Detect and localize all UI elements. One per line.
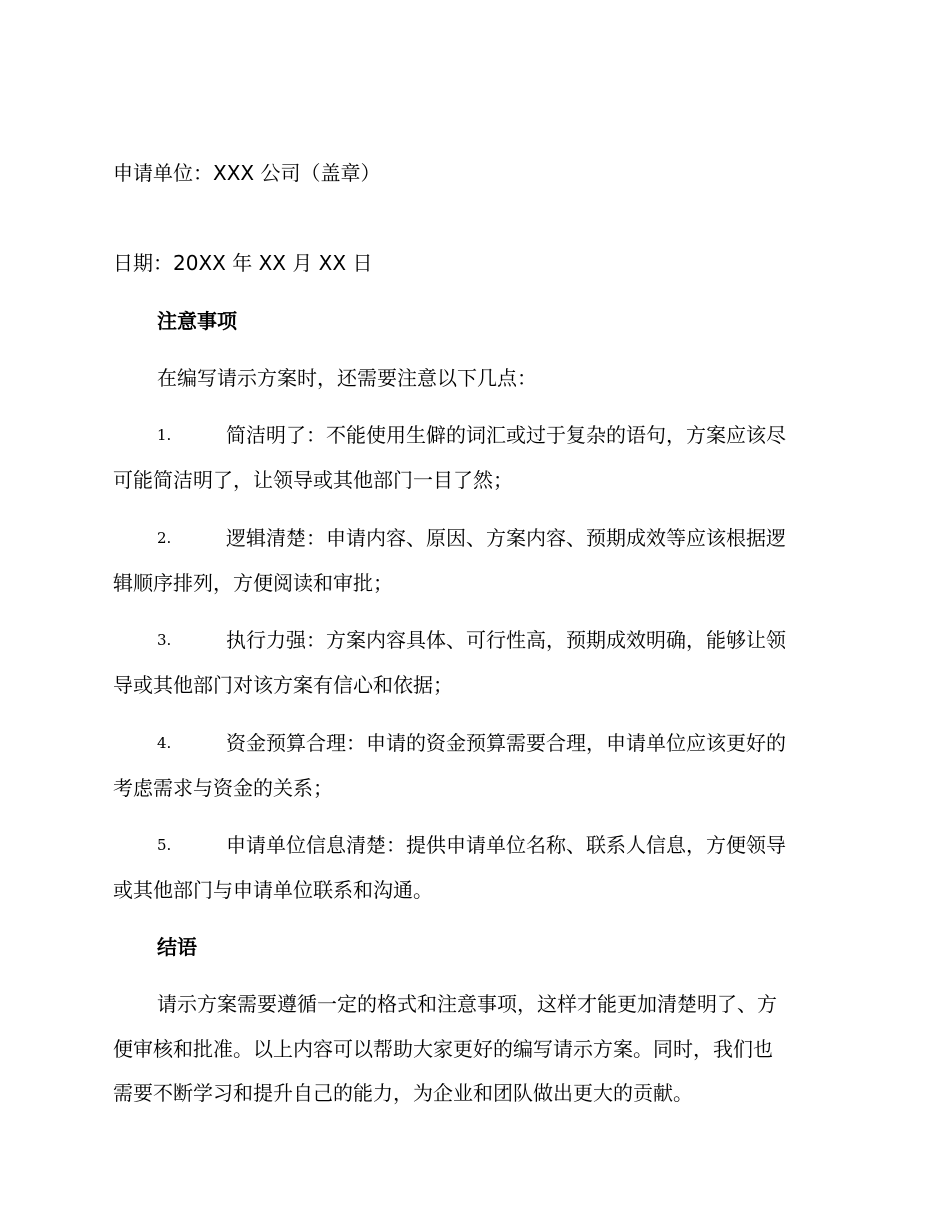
list-item-text: 简洁明了：不能使用生僻的词汇或过于复杂的语句，方案应该尽 xyxy=(226,423,786,447)
list-item-text: 资金预算合理：申请的资金预算需要合理，申请单位应该更好的 xyxy=(226,731,786,755)
list-item-number: 5. xyxy=(157,836,172,854)
list-item-text: 执行力强：方案内容具体、可行性高，预期成效明确，能够让领 xyxy=(226,628,786,652)
conclusion-paragraph-line: 请示方案需要遵循一定的格式和注意事项，这样才能更加清楚明了、方 xyxy=(157,992,777,1016)
list-item-number: 4. xyxy=(157,734,172,752)
applicant-line: 申请单位：XXX 公司（盖章） xyxy=(113,161,381,185)
conclusion-paragraph-line: 需要不断学习和提升自己的能力，为企业和团队做出更大的贡献。 xyxy=(113,1081,693,1105)
list-item-number: 1. xyxy=(157,426,172,444)
list-item-text-continued: 辑顺序排列，方便阅读和审批； xyxy=(113,571,393,595)
list-item-number: 3. xyxy=(157,631,172,649)
conclusion-paragraph-line: 便审核和批准。以上内容可以帮助大家更好的编写请示方案。同时，我们也 xyxy=(113,1037,773,1061)
notes-intro: 在编写请示方案时，还需要注意以下几点： xyxy=(157,366,537,390)
date-line: 日期：20XX 年 XX 月 XX 日 xyxy=(113,251,373,275)
list-item-number: 2. xyxy=(157,529,172,547)
list-item-text-continued: 或其他部门与申请单位联系和沟通。 xyxy=(113,878,433,902)
list-item-text: 申请单位信息清楚：提供申请单位名称、联系人信息，方便领导 xyxy=(226,833,786,857)
notes-heading: 注意事项 xyxy=(157,309,237,333)
conclusion-heading: 结语 xyxy=(157,935,197,959)
list-item-text-continued: 考虑需求与资金的关系； xyxy=(113,776,333,800)
list-item-text-continued: 导或其他部门对该方案有信心和依据； xyxy=(113,673,453,697)
list-item-text-continued: 可能简洁明了，让领导或其他部门一目了然； xyxy=(113,468,513,492)
list-item-text: 逻辑清楚：申请内容、原因、方案内容、预期成效等应该根据逻 xyxy=(226,526,786,550)
